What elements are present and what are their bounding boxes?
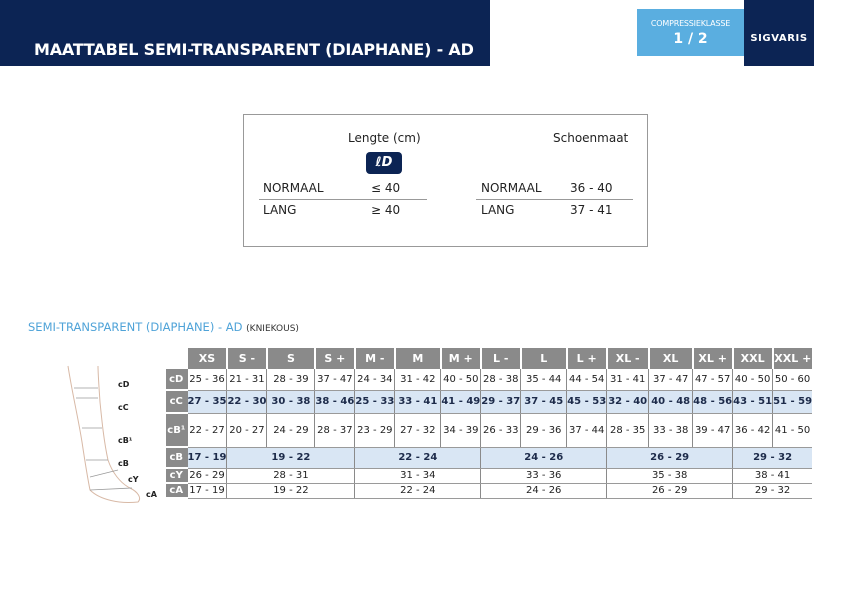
size-header: L +: [567, 348, 607, 369]
table-cell: 34 - 39: [441, 413, 481, 447]
shoe-row-value: 37 - 41: [570, 203, 613, 217]
table-cell: 37 - 45: [521, 390, 567, 413]
table-cell: 44 - 54: [567, 369, 607, 390]
section-subtitle: (KNIEKOUS): [246, 324, 299, 334]
table-cell: 50 - 60: [773, 369, 812, 390]
table-cell: 37 - 47: [315, 369, 355, 390]
length-row-label: LANG: [263, 203, 297, 217]
shoe-size-header: Schoenmaat: [553, 131, 629, 145]
table-cell: 28 - 38: [481, 369, 521, 390]
table-row: [166, 447, 812, 468]
size-header: M +: [441, 348, 481, 369]
table-cell: 26 - 29: [607, 447, 733, 468]
size-header: S: [267, 348, 315, 369]
table-cell: 29 - 37: [481, 390, 521, 413]
table-cell: 36 - 42: [733, 413, 773, 447]
table-cell: 26 - 29: [187, 468, 227, 483]
leg-label-cD: cD: [118, 380, 130, 389]
header-corner: [166, 348, 187, 369]
length-row-label: NORMAAL: [263, 181, 324, 195]
size-table: [166, 348, 812, 499]
size-header: XXL +: [773, 348, 812, 369]
table-cell: 39 - 47: [693, 413, 733, 447]
table-cell: 29 - 32: [733, 447, 812, 468]
title-bar: [0, 0, 490, 66]
compression-class-label: COMPRESSIEKLASSE: [650, 19, 731, 28]
table-cell: 33 - 36: [481, 468, 607, 483]
table-cell: 30 - 38: [267, 390, 315, 413]
table-cell: 20 - 27: [227, 413, 267, 447]
length-row: [263, 177, 428, 199]
table-cell: 29 - 32: [733, 483, 812, 498]
table-cell: 28 - 39: [267, 369, 315, 390]
row-label: cB: [166, 447, 187, 468]
table-cell: 19 - 22: [227, 447, 355, 468]
length-row: [263, 199, 428, 221]
table-cell: 43 - 51: [733, 390, 773, 413]
compression-class-value: 1 / 2: [673, 31, 708, 47]
table-cell: 40 - 48: [649, 390, 693, 413]
table-cell: 51 - 59: [773, 390, 812, 413]
leg-label-cB: cB: [118, 459, 129, 468]
table-cell: 17 - 19: [187, 483, 227, 498]
row-label: cA: [166, 483, 187, 498]
table-cell: 22 - 24: [355, 447, 481, 468]
length-badge: ℓD: [366, 152, 402, 174]
row-label: cB¹: [166, 413, 187, 447]
size-header: S -: [227, 348, 267, 369]
table-cell: 26 - 29: [607, 483, 733, 498]
table-row: [166, 413, 812, 447]
table-cell: 24 - 26: [481, 483, 607, 498]
leg-label-cB1: cB¹: [118, 436, 133, 445]
table-cell: 40 - 50: [441, 369, 481, 390]
size-header-row: [166, 348, 812, 369]
table-cell: 40 - 50: [733, 369, 773, 390]
table-cell: 22 - 24: [355, 483, 481, 498]
size-header: M -: [355, 348, 395, 369]
table-cell: 25 - 33: [355, 390, 395, 413]
table-cell: 41 - 50: [773, 413, 812, 447]
leg-label-cC: cC: [118, 403, 129, 412]
size-header: S +: [315, 348, 355, 369]
table-cell: 45 - 53: [567, 390, 607, 413]
length-shoe-info-box: [243, 114, 648, 247]
logo: [744, 0, 814, 66]
table-cell: 28 - 31: [227, 468, 355, 483]
shoe-row-label: LANG: [481, 203, 515, 217]
table-cell: 37 - 47: [649, 369, 693, 390]
row-label: cD: [166, 369, 187, 390]
size-header: M: [395, 348, 441, 369]
table-cell: 33 - 41: [395, 390, 441, 413]
logo-text: SIGVARIS: [750, 33, 808, 44]
table-cell: 17 - 19: [187, 447, 227, 468]
table-cell: 38 - 41: [733, 468, 812, 483]
table-cell: 31 - 42: [395, 369, 441, 390]
shoe-row: [481, 199, 641, 221]
table-cell: 47 - 57: [693, 369, 733, 390]
section-title: [28, 320, 299, 334]
table-cell: 26 - 33: [481, 413, 521, 447]
table-row: [166, 468, 812, 483]
size-header: XL: [649, 348, 693, 369]
size-header: L: [521, 348, 567, 369]
table-row: [166, 369, 812, 390]
shoe-row-label: NORMAAL: [481, 181, 542, 195]
table-cell: 24 - 34: [355, 369, 395, 390]
leg-illustration: [60, 362, 170, 507]
table-cell: 38 - 46: [315, 390, 355, 413]
table-cell: 23 - 29: [355, 413, 395, 447]
length-row-value: ≤ 40: [371, 181, 401, 195]
table-cell: 41 - 49: [441, 390, 481, 413]
row-label: cC: [166, 390, 187, 413]
table-row: [166, 390, 812, 413]
size-header: XL +: [693, 348, 733, 369]
table-cell: 24 - 29: [267, 413, 315, 447]
table-cell: 37 - 44: [567, 413, 607, 447]
table-cell: 35 - 38: [607, 468, 733, 483]
table-cell: 33 - 38: [649, 413, 693, 447]
table-cell: 25 - 36: [187, 369, 227, 390]
table-cell: 24 - 26: [481, 447, 607, 468]
table-cell: 22 - 27: [187, 413, 227, 447]
table-cell: 28 - 37: [315, 413, 355, 447]
length-row-value: ≥ 40: [371, 203, 401, 217]
table-cell: 21 - 31: [227, 369, 267, 390]
length-header: Lengte (cm): [348, 131, 421, 145]
shoe-row: [481, 177, 641, 199]
size-header: XS: [187, 348, 227, 369]
compression-class-box: [637, 9, 744, 56]
leg-label-cY: cY: [128, 475, 139, 484]
table-cell: 22 - 30: [227, 390, 267, 413]
table-cell: 27 - 32: [395, 413, 441, 447]
table-cell: 35 - 44: [521, 369, 567, 390]
shoe-row-value: 36 - 40: [570, 181, 613, 195]
table-cell: 31 - 34: [355, 468, 481, 483]
table-cell: 48 - 56: [693, 390, 733, 413]
size-header: XL -: [607, 348, 649, 369]
table-cell: 28 - 35: [607, 413, 649, 447]
table-cell: 27 - 35: [187, 390, 227, 413]
leg-label-cA: cA: [146, 490, 157, 499]
table-cell: 19 - 22: [227, 483, 355, 498]
table-row: [166, 483, 812, 498]
size-header: L -: [481, 348, 521, 369]
page-title: MAATTABEL SEMI-TRANSPARENT (DIAPHANE) - AD: [34, 40, 474, 59]
size-header: XXL: [733, 348, 773, 369]
row-label: cY: [166, 468, 187, 483]
table-cell: 32 - 40: [607, 390, 649, 413]
table-cell: 29 - 36: [521, 413, 567, 447]
table-cell: 31 - 41: [607, 369, 649, 390]
section-title-text: SEMI-TRANSPARENT (DIAPHANE) - AD: [28, 320, 243, 334]
